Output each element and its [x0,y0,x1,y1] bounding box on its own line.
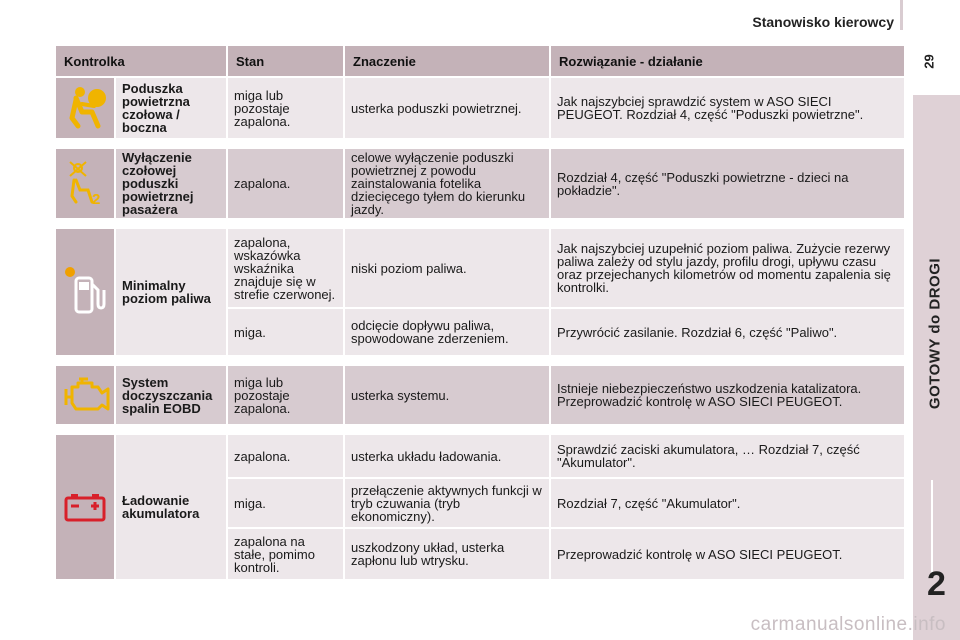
action-cell: Sprawdzić zaciski akumulatora, … Rozdział 7, część "Akumulator". [551,433,904,477]
icon-cell [56,147,116,218]
action-cell: Przywrócić zasilanie. Rozdział 6, część "Paliwo". [551,307,904,355]
table-row [56,76,904,138]
airbag-off-icon [62,160,108,208]
chapter-tab-line [931,480,933,575]
table-row [56,433,904,477]
table-header-row [56,46,904,76]
icon-cell [56,433,116,579]
action-cell: Rozdział 7, część "Akumulator". [551,477,904,527]
svg-text:2: 2 [92,190,101,208]
indicator-name: Poduszka powietrzna czołowa / boczna [116,76,228,138]
icon-cell [56,364,116,424]
indicator-table [56,46,904,579]
fuel-pump-icon [62,266,108,318]
airbag-icon [62,84,108,132]
indicator-name: Minimalny poziom paliwa [116,227,228,355]
chapter-number: 2 [927,565,946,603]
action-cell: Jak najszybciej uzupełnić poziom paliwa. Zużycie rezerwy paliwa zależy od stylu jazdy, profilu drogi, upływu czasu oraz przejechanych kilometrów od momentu zapalenia się kontrolki. [551,227,904,307]
col-header-rozwiazanie: Rozwiązanie - działanie [551,46,904,76]
action-cell: Jak najszybciej sprawdzić system w ASO SIECI PEUGEOT. Rozdział 4, część "Poduszki powietrzne". [551,76,904,138]
indicator-name: Ładowanie akumulatora [116,433,228,579]
page-number: 29 [921,54,937,69]
meaning-cell: celowe wyłączenie poduszki powietrznej z powodu zainstalowania fotelika dziecięcego tyłem do kierunku jazdy. [345,147,551,218]
state-cell: miga. [228,307,345,355]
action-cell: Istnieje niebezpieczeństwo uszkodzenia katalizatora. Przeprowadzić kontrolę w ASO SIECI PEUGEOT. [551,364,904,424]
state-cell: miga lub pozostaje zapalona. [228,76,345,138]
meaning-cell: uszkodzony układ, usterka zapłonu lub wtrysku. [345,527,551,579]
indicator-name: Wyłączenie czołowej poduszki powietrznej pasażera [116,147,228,218]
chapter-label: GOTOWY do DROGI [926,257,944,410]
watermark: carmanualsonline.info [750,614,946,635]
table-row [56,364,904,424]
meaning-cell: usterka poduszki powietrznej. [345,76,551,138]
header-divider [900,0,903,30]
state-cell: zapalona. [228,433,345,477]
battery-icon [62,490,108,524]
col-header-kontrolka: Kontrolka [56,46,228,76]
table-row [56,227,904,307]
state-cell: zapalona. [228,147,345,218]
indicator-name: System doczyszczania spalin EOBD [116,364,228,424]
action-cell: Przeprowadzić kontrolę w ASO SIECI PEUGEOT. [551,527,904,579]
meaning-cell: odcięcie dopływu paliwa, spowodowane zderzeniem. [345,307,551,355]
meaning-cell: usterka systemu. [345,364,551,424]
meaning-cell: przełączenie aktywnych funkcji w tryb czuwania (tryb ekonomiczny). [345,477,551,527]
state-cell: zapalona, wskazówka wskaźnika znajduje się w strefie czerwonej. [228,227,345,307]
action-cell: Rozdział 4, część "Poduszki powietrzne - dzieci na pokładzie". [551,147,904,218]
icon-cell [56,76,116,138]
meaning-cell: niski poziom paliwa. [345,227,551,307]
state-cell: zapalona na stałe, pomimo kontroli. [228,527,345,579]
col-header-znaczenie: Znaczenie [345,46,551,76]
header-title: Stanowisko kierowcy [752,14,894,30]
state-cell: miga. [228,477,345,527]
meaning-cell: usterka układu ładowania. [345,433,551,477]
engine-icon [62,375,108,415]
chapter-sidebar [913,95,960,640]
table-row [56,147,904,218]
col-header-stan: Stan [228,46,345,76]
state-cell: miga lub pozostaje zapalona. [228,364,345,424]
icon-cell [56,227,116,355]
